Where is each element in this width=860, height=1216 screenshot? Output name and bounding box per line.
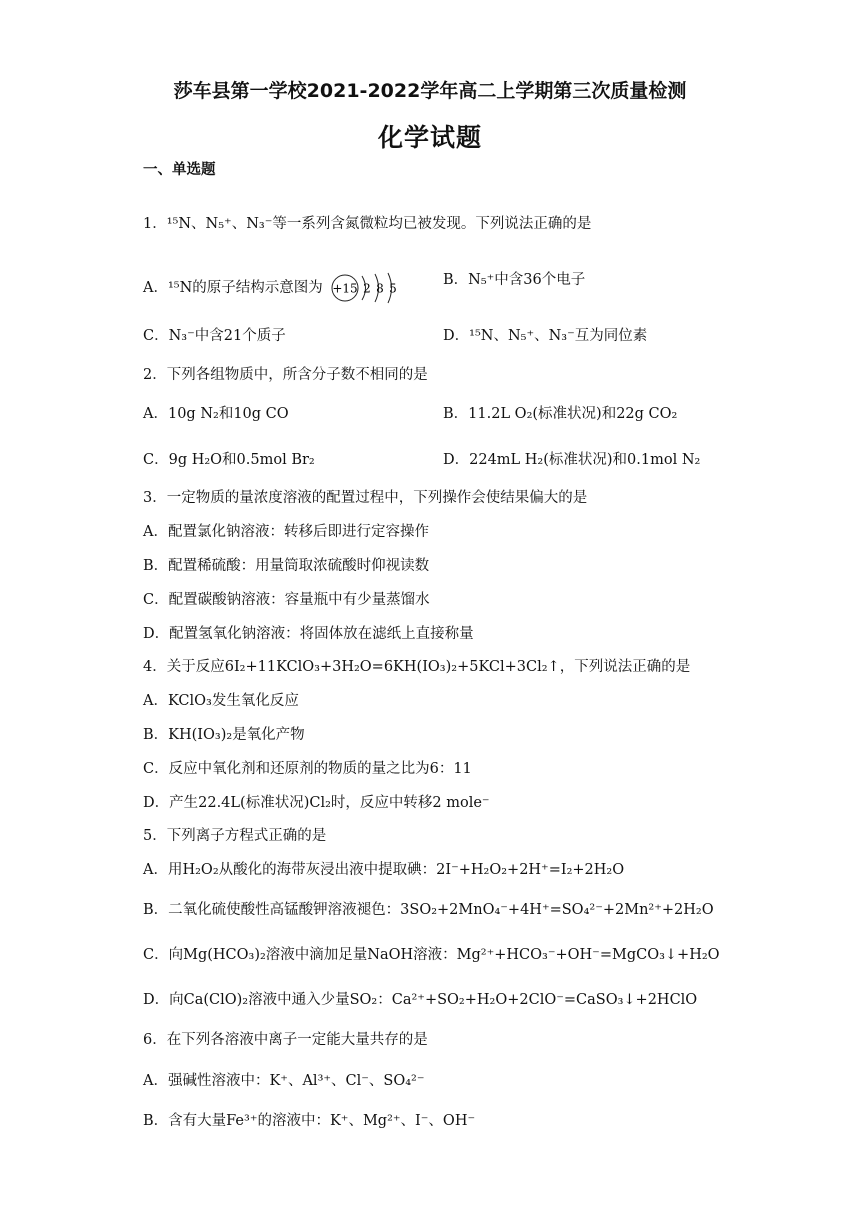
atom-structure-diagram bbox=[329, 270, 401, 306]
q3-option-c: C．配置碳酸钠溶液：容量瓶中有少量蒸馏水 bbox=[143, 592, 430, 608]
q2-option-a: A．10g N₂和10g CO bbox=[143, 406, 289, 422]
question-4: 4．关于反应6I₂+11KClO₃+3H₂O=6KH(IO₃)₂+5KCl+3Cl₂↑，下列说法正确的是 bbox=[143, 659, 691, 675]
q3-option-b: B．配置稀硫酸：用量筒取浓硫酸时仰视读数 bbox=[143, 558, 430, 574]
q4-option-a: A．KClO₃发生氧化反应 bbox=[143, 693, 299, 709]
q5-option-a: A．用H₂O₂从酸化的海带灰浸出液中提取碘：2I⁻+H₂O₂+2H⁺=I₂+2H₂O bbox=[143, 862, 625, 878]
question-5: 5．下列离子方程式正确的是 bbox=[143, 828, 327, 844]
q2-option-b: B．11.2L O₂(标准状况)和22g CO₂ bbox=[443, 406, 678, 422]
q5-option-d: D．向Ca(ClO)₂溶液中通入少量SO₂：Ca²⁺+SO₂+H₂O+2ClO⁻=CaSO₃↓+2HClO bbox=[143, 992, 698, 1008]
shell-2-electrons: 8 bbox=[376, 281, 385, 296]
q4-option-c: C．反应中氧化剂和还原剂的物质的量之比为6：11 bbox=[143, 761, 472, 777]
exam-title: 莎车县第一学校2021-2022学年高二上学期第三次质量检测 bbox=[173, 80, 687, 102]
q4-option-b: B．KH(IO₃)₂是氧化产物 bbox=[143, 727, 305, 743]
exam-subject: 化学试题 bbox=[377, 123, 482, 152]
q6-option-b: B．含有大量Fe³⁺的溶液中：K⁺、Mg²⁺、I⁻、OH⁻ bbox=[143, 1113, 476, 1129]
shell-3-electrons: 5 bbox=[389, 281, 398, 296]
shell-1-electrons: 2 bbox=[363, 281, 372, 296]
q2-option-c: C．9g H₂O和0.5mol Br₂ bbox=[143, 452, 315, 468]
q3-option-d: D．配置氢氧化钠溶液：将固体放在滤纸上直接称量 bbox=[143, 626, 474, 642]
q6-option-a: A．强碱性溶液中：K⁺、Al³⁺、Cl⁻、SO₄²⁻ bbox=[143, 1073, 425, 1089]
q1-option-d: D．¹⁵N、N₅⁺、N₃⁻互为同位素 bbox=[443, 328, 648, 344]
q1-option-b: B．N₅⁺中含36个电子 bbox=[443, 272, 586, 288]
q5-option-c: C．向Mg(HCO₃)₂溶液中滴加足量NaOH溶液：Mg²⁺+HCO₃⁻+OH⁻=MgCO₃↓+H₂O bbox=[143, 947, 720, 963]
question-2: 2．下列各组物质中，所含分子数不相同的是 bbox=[143, 367, 428, 383]
q3-option-a: A．配置氯化钠溶液：转移后即进行定容操作 bbox=[143, 524, 429, 540]
q4-option-d: D．产生22.4L(标准状况)Cl₂时，反应中转移2 mole⁻ bbox=[143, 795, 490, 811]
section-heading: 一、单选题 bbox=[143, 162, 216, 178]
q5-option-b: B．二氧化硫使酸性高锰酸钾溶液褪色：3SO₂+2MnO₄⁻+4H⁺=SO₄²⁻+2Mn²⁺+2H₂O bbox=[143, 902, 714, 918]
q1-option-c: C．N₃⁻中含21个质子 bbox=[143, 328, 286, 344]
question-6: 6．在下列各溶液中离子一定能大量共存的是 bbox=[143, 1032, 428, 1048]
q1-option-a-text: A．¹⁵N的原子结构示意图为 bbox=[143, 280, 323, 296]
q1-option-a bbox=[143, 270, 401, 306]
question-1: 1．¹⁵N、N₅⁺、N₃⁻等一系列含氮微粒均已被发现。下列说法正确的是 bbox=[143, 216, 592, 232]
nucleus-charge: +15 bbox=[332, 281, 359, 296]
q2-option-d: D．224mL H₂(标准状况)和0.1mol N₂ bbox=[443, 452, 701, 468]
question-3: 3．一定物质的量浓度溶液的配置过程中，下列操作会使结果偏大的是 bbox=[143, 490, 588, 506]
